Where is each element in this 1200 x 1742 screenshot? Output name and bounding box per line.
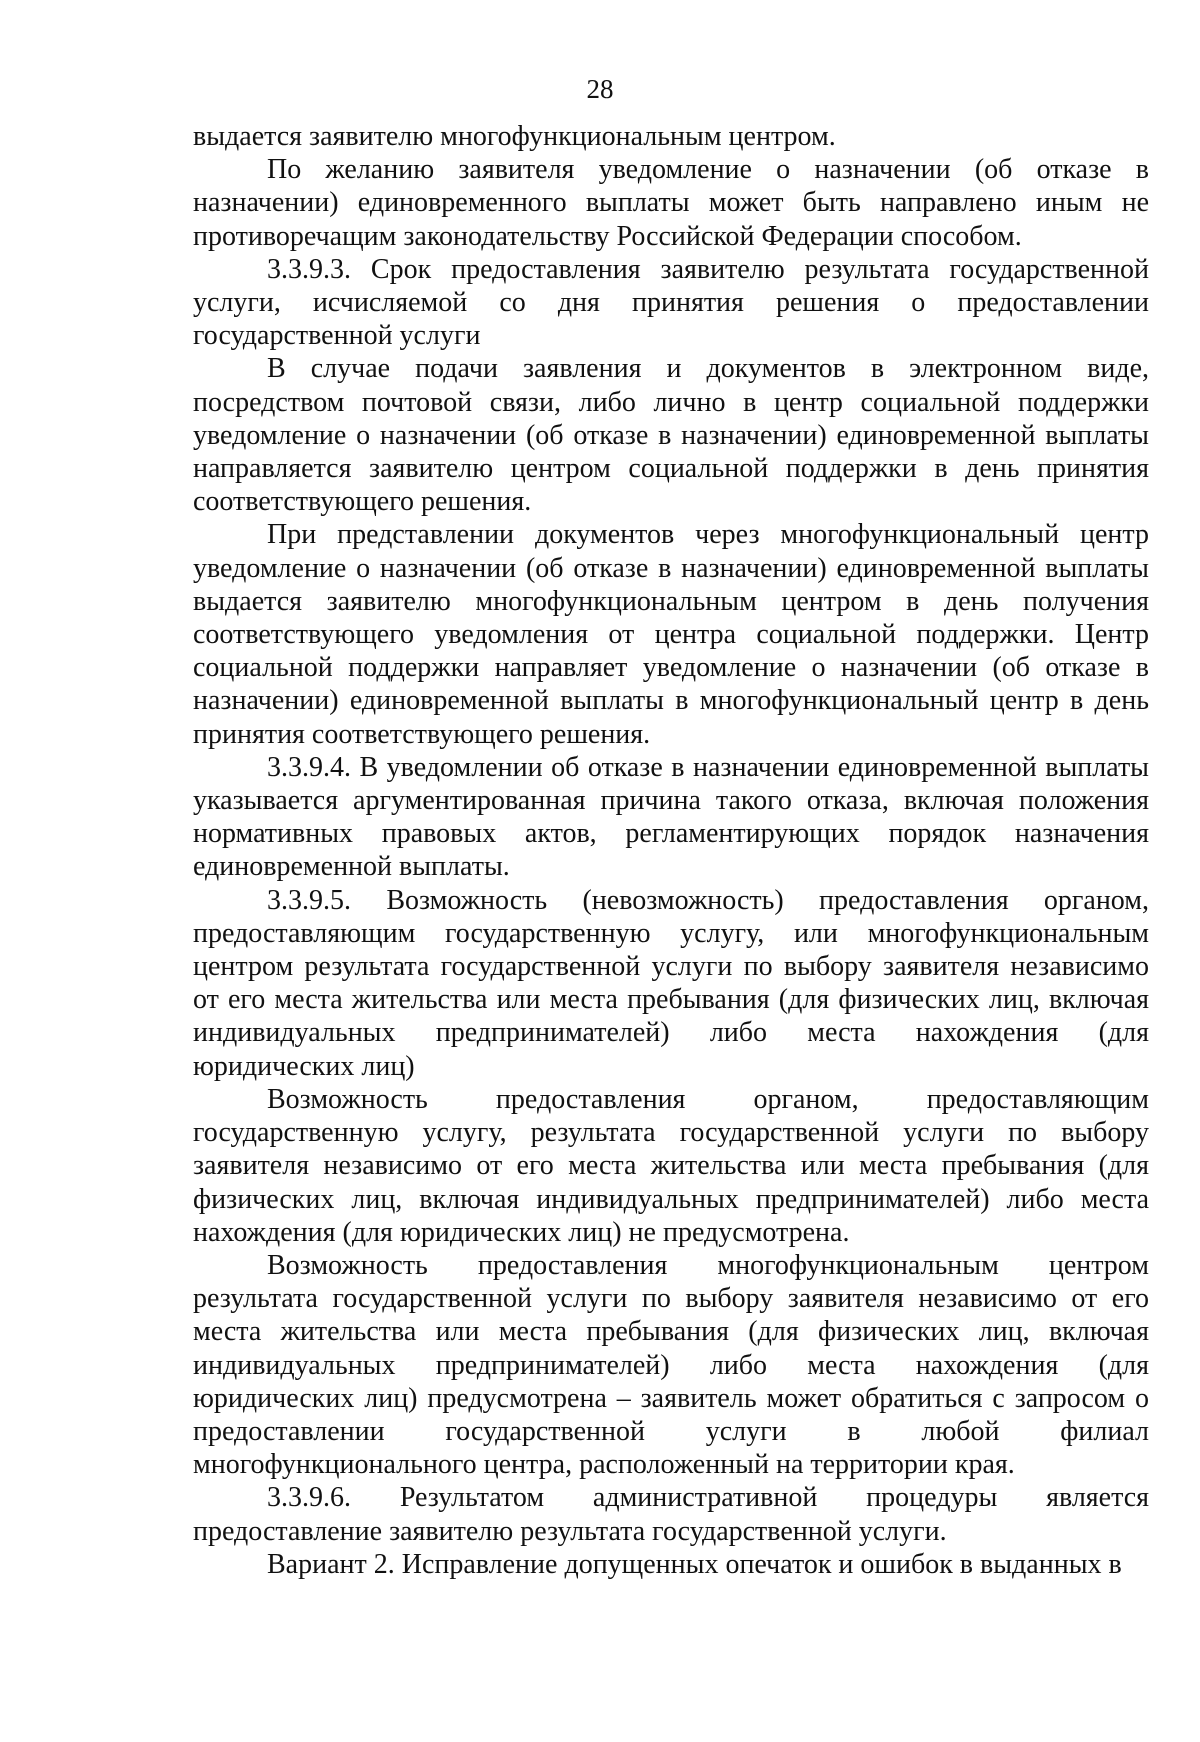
paragraph-continuation: выдается заявителю многофункциональным центром. (193, 121, 836, 152)
paragraph-authority-extraterritorial: Возможность предоставления органом, предоставляющим государственную услугу, результата государственной услуги по выбору заявителя независимо от его места жительства или места пребывания (для физических лиц, включая индивидуальных предпринимателей) либо места нахождения (для юридических лиц) не предусмотрена. (193, 1083, 1149, 1248)
paragraph-3-3-9-3: 3.3.9.3. Срок предоставления заявителю результата государственной услуги, исчисляемой со дня принятия решения о предоставлении государственной услуги (193, 253, 1149, 352)
paragraph-electronic-submission: В случае подачи заявления и документов в электронном виде, посредством почтовой связи, либо лично в центр социальной поддержки уведомление о назначении (об отказе в назначении) единовременной выплаты направляется заявителю центром социальной поддержки в день принятия соответствующего решения. (193, 353, 1149, 518)
paragraph-3-3-9-4: 3.3.9.4. В уведомлении об отказе в назначении единовременной выплаты указывается аргументированная причина такого отказа, включая положения нормативных правовых актов, регламентирующих порядок назначения единовременной выплаты. (193, 751, 1149, 883)
paragraph-notification-method: По желанию заявителя уведомление о назначении (об отказе в назначении) единовременного выплаты может быть направлено иным не противоречащим законодательству Российской Федерации способом. (193, 154, 1149, 252)
paragraph-mfc-extraterritorial: Возможность предоставления многофункциональным центром результата государственной услуги по выбору заявителя независимо от его места жительства или места пребывания (для физических лиц, включая индивидуальных предпринимателей) либо места нахождения (для юридических лиц) предусмотрена – заявитель может обратиться с запросом о предоставлении государственной услуги в любой филиал многофункционального центра, расположенный на территории края. (193, 1249, 1149, 1481)
paragraph-mfc-submission: При представлении документов через многофункциональный центр уведомление о назначении (об отказе в назначении) единовременной выплаты выдается заявителю многофункциональным центром в день получения соответствующего уведомления от центра социальной поддержки. Центр социальной поддержки направляет уведомление о назначении (об отказе в назначении) единовременной выплаты в многофункциональный центр в день принятия соответствующего решения. (193, 519, 1149, 750)
page-number: 28 (586, 74, 614, 104)
paragraph-3-3-9-6: 3.3.9.6. Результатом административной процедуры является предоставление заявителю результата государственной услуги. (193, 1482, 1149, 1547)
paragraph-variant-2: Вариант 2. Исправление допущенных опечаток и ошибок в выданных в (267, 1548, 1122, 1580)
paragraph-3-3-9-5: 3.3.9.5. Возможность (невозможность) предоставления органом, предоставляющим государственную услугу, или многофункциональным центром результата государственной услуги по выбору заявителя независимо от его места жительства или места пребывания (для физических лиц, включая индивидуальных предпринимателей) либо места нахождения (для юридических лиц) (193, 884, 1149, 1082)
document-body (193, 120, 1149, 1581)
